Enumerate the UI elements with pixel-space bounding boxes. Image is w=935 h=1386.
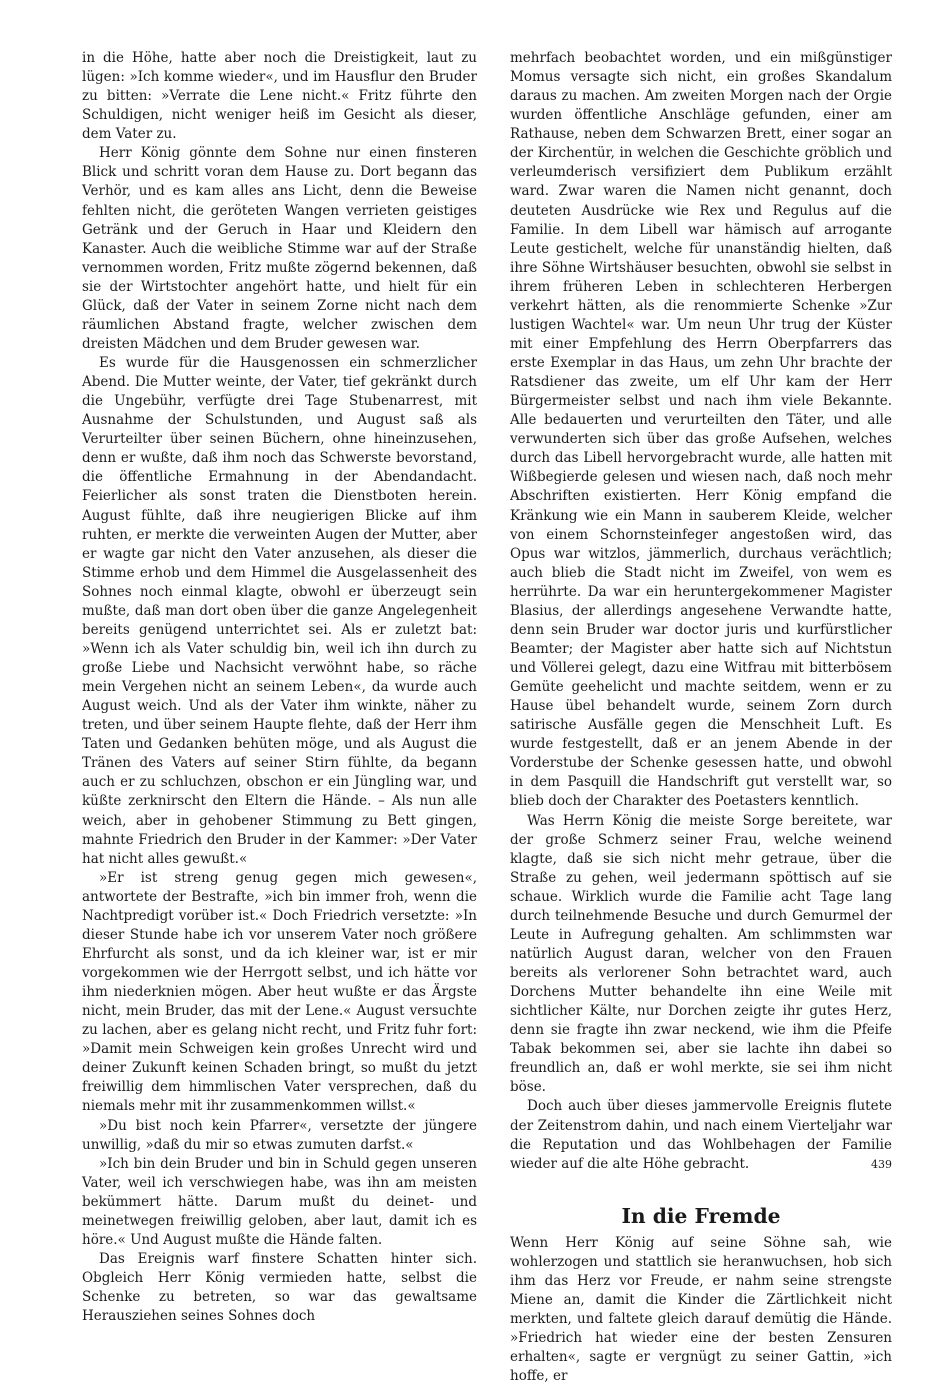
paragraph: Doch auch über dieses jammervolle Ereignis flutete der Zeitenstrom dahin, und nach einem Vierteljahr war die Reputation und das Wohlbehagen der Familie wieder auf die alte Höhe gebracht. bbox=[510, 1098, 892, 1172]
paragraph: »Ich bin dein Bruder und bin in Schuld gegen unseren Vater, weil ich verschwiegen habe, was ihn am meisten bekümmert hätte. Darum mußt du deinet- und meinetwegen freiwillig geloben, aber laut, damit ich es höre.« Und August mußte die Hände falten. bbox=[82, 1155, 477, 1248]
section-spacer bbox=[510, 1174, 892, 1207]
paragraph: Was Herrn König die meiste Sorge bereitete, war der große Schmerz seiner Frau, welche weinend klagte, daß sie sich nicht mehr getraue, über die Straße zu gehen, weil jedermann spöttisch auf sie schaue. Wirklich wurde die Familie acht Tage lang durch teilnehmende Besuche und durch Gemurmel der Leute in Aufregung gehalten. Am schlimmsten war natürlich August daran, welcher von den Frauen bereits als verlorener Sohn betrachtet ward, auch Dorchens Mutter behandelte ihn eine Weile mit sichtlicher Kälte, nur Dorchen zeigte ihr gutes Herz, denn sie fragte ihn zwar neckend, wie ihm die Pfeife Tabak bekommen sei, aber sie lachte ihn dabei so freundlich an, daß er wohl merkte, sie sei ihm nicht böse. bbox=[510, 812, 892, 1096]
paragraph: »Er ist streng genug gegen mich gewesen«, antwortete der Bestrafte, »ich bin immer froh, wenn die Nachtpredigt vorüber ist.« Doch Friedrich versetzte: »In dieser Stunde habe ich vor unserem Vater noch größere Ehrfurcht als sonst, und da ich kleiner war, ist er mir vorgekommen wie der Herrgott selbst, und ich hätte vor ihm niederknien mögen. Aber heut wußte er das Ärgste nicht, mein Bruder, das mit der Lene.« August versuchte zu lachen, aber es gelang nicht recht, und Fritz fuhr fort: »Damit mein Schweigen kein großes Unrecht wird und deiner Zukunft keinen Schaden bringt, so mußt du jetzt freiwillig dem himmlischen Vater versprechen, daß du niemals mehr mit ihr zusammenkommen willst.« bbox=[82, 869, 477, 1115]
right-column bbox=[510, 49, 892, 1386]
heading-spacer bbox=[510, 1226, 892, 1234]
paragraph: Das Ereignis warf finstere Schatten hinter sich. Obgleich Herr König vermieden hatte, selbst die Schenke zu betreten, so war das gewaltsame Herausziehen seines Sohnes doch bbox=[82, 1250, 477, 1325]
paragraph: »Du bist noch kein Pfarrer«, versetzte der jüngere unwillig, »daß du mir so etwas zumuten darfst.« bbox=[82, 1117, 477, 1153]
paragraph: in die Höhe, hatte aber noch die Dreistigkeit, laut zu lügen: »Ich komme wieder«, und im Hausflur den Bruder zu bitten: »Verrate die Lene nicht.« Fritz führte den Schuldigen, nicht weniger heiß im Gesicht als dieser, dem Vater zu. bbox=[82, 50, 477, 143]
page-number: 439 bbox=[871, 1158, 892, 1171]
paragraph: Wenn Herr König auf seine Söhne sah, wie wohlerzogen und stattlich sie heranwuchsen, hob sich ihm das Herz vor Freude, er nahm seine strengste Miene an, damit die Kinder die Zärtlichkeit nicht merkten, und faltete gleich darauf demütig die Hände. »Friedrich hat wieder eine der besten Zensuren erhalten«, sagte er vergnügt zu seiner Gattin, »ich hoffe, er bbox=[510, 1234, 892, 1385]
paragraph: Herr König gönnte dem Sohne nur einen finsteren Blick und schritt voran dem Hause zu. Dort begann das Verhör, und es kam alles ans Licht, denn die Beweise fehlten nicht, die geröteten Wangen verrieten geistiges Getränk und der Geruch in Haar und Kleidern den Kanaster. Auch die weibliche Stimme war auf der Straße vernommen worden, Fritz mußte zögernd bekennen, daß sie der Wirtstochter angehört hatte, und hielt für ein Glück, daß der Vater in seinem Zorne nicht nach dem räumlichen Abstand fragte, welcher zwischen dem dreisten Mädchen und dem Bruder gewesen war. bbox=[82, 145, 477, 352]
section-heading: In die Fremde bbox=[621, 1203, 781, 1228]
paragraph: Es wurde für die Hausgenossen ein schmerzlicher Abend. Die Mutter weinte, der Vater, tief gekränkt durch die Ungebühr, verfügte drei Tage Stubenarrest, mit Ausnahme der Schulstunden, und August saß als Verurteilter über seinen Büchern, ohne hineinzusehen, denn er wußte, daß ihm noch das Schwerste bevorstand, die öffentliche Ermahnung in der Abendandacht. Feierlicher als sonst traten die Dienstboten herein. August fühlte, daß ihre neugierigen Blicke auf ihm ruhten, er merkte die verweinten Augen der Mutter, aber er wagte gar nicht den Vater anzusehen, als dieser die Stimme erhob und dem Himmel die Ausgelassenheit des Sohnes noch einmal klagte, obwohl er überzeugt sein mußte, daß man dort oben über die ganze Angelegenheit bereits genügend unterrichtet sei. Als er zuletzt bat: »Wenn ich als Vater schuldig bin, weil ich ihn durch zu große Liebe und Nachsicht verwöhnt habe, so räche mein Vergehen nicht an seinem Leben«, da wurde auch August weich. Und als der Vater ihm winkte, näher zu treten, und über seinem Haupte flehte, daß der Herr ihm Taten und Gedanken behüten möge, und als August die Tränen des Vaters auf seiner Stirn fühlte, da begann auch er zu schluchzen, obschon er ein Jüngling war, und küßte zerknirscht den Eltern die Hände. – Als nun alle weich, aber in gehobener Stimmung zu Bett gingen, mahnte Friedrich den Bruder in der Kammer: »Der Vater hat nicht alles gewußt.« bbox=[82, 355, 477, 867]
paragraph: mehrfach beobachtet worden, und ein mißgünstiger Momus versagte sich nicht, ein großes Skandalum daraus zu machen. Am zweiten Morgen nach der Orgie wurden öffentliche Anschläge gefunden, einer am Rathause, neben dem Schwarzen Brett, einer sogar an der Kirchentür, in welchen die Geschichte gröblich und verleumderisch versifiziert dem Publikum erzählt ward. Zwar waren die Namen nicht genannt, doch deuteten Ausdrücke wie Rex und Regulus auf die Familie. In dem Libell war hämisch auf arrogante Leute gestichelt, welche für unanständig hielten, daß ihre Söhne Wirtshäuser besuchten, obwohl sie selbst in ihrem früheren Leben in schlechteren Herbergen verkehrt hätten, als die renommierte Schenke »Zur lustigen Wachtel« war. Um neun Uhr trug der Küster mit einer Empfehlung des Herrn Oberpfarrers das erste Exemplar in das Haus, um zehn Uhr brachte der Ratsdiener das zweite, um elf Uhr kam der Herr Bürgermeister selbst und nach ihm viele Bekannte. Alle bedauerten und verurteilten den Täter, und alle verwunderten sich über das große Aufsehen, welches durch das Libell hervorgebracht wurde, alle hatten mit Wißbegierde gelesen und wiesen nach, daß noch mehr Abschriften existierten. Herr König empfand die Kränkung wie ein Mann in sauberem Kleide, welcher von einem Schornsteinfeger angestoßen wird, das Opus war witzlos, jämmerlich, durchaus verächtlich; auch blieb die Stadt nicht im Zweifel, von wem es herrührte. Da war ein heruntergekommener Magister Blasius, der allerdings angesehene Verwandte hatte, denn sein Bruder war doctor juris und kurfürstlicher Beamter; der Magister aber hatte sich auf Nichtstun und Völlerei gelegt, dazu eine Witfrau mit bitterbösem Gemüte geehelicht und machte seitdem, wenn er zu Hause übel behandelt wurde, seinem Zorn durch satirische Ausfälle gegen die Menschheit Luft. Es wurde festgestellt, daß er an jenem Abende in der Vorderstube der Schenke gesessen hatte, und obwohl in dem Pasquill die Handschrift gut verstellt war, so blieb doch der Charakter des Poetasters kenntlich. bbox=[510, 50, 892, 810]
left-column bbox=[82, 49, 477, 1326]
